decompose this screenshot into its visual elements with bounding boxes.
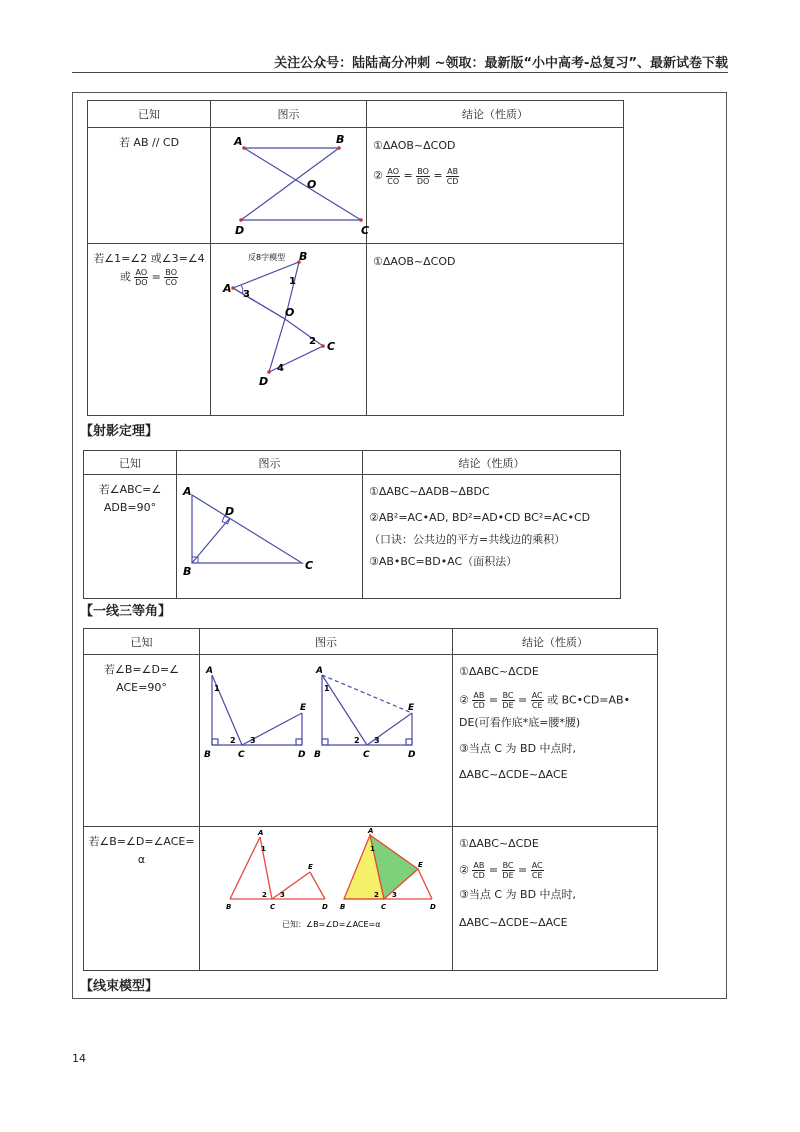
conclusion-3: ③AB•BC=BD•AC（面积法）	[369, 555, 518, 568]
figure-cell	[200, 655, 453, 827]
equal-angle-k-diagram	[200, 827, 452, 967]
fraction: $\frac{AO}{CO}$	[387, 166, 400, 186]
angle-1: 1	[261, 845, 266, 853]
conclusion-cell	[453, 827, 658, 971]
section-title-three-angles: 【一线三等角】	[80, 604, 172, 619]
conclusion-1: ①ΔABC~ΔADB~ΔBDC	[369, 485, 490, 498]
col-header-figure: 图示	[211, 101, 367, 128]
table-projection-theorem	[83, 450, 621, 599]
angle-3: 3	[250, 736, 256, 745]
reverse-figure-8-diagram	[211, 244, 366, 412]
conclusion-mnemonic: （口诀：公共边的平方=共线边的乘积）	[369, 533, 566, 546]
conclusion-cell	[367, 128, 624, 244]
table-similar-triangles	[87, 100, 624, 416]
label-b: B	[314, 750, 321, 760]
angle-1: 1	[370, 845, 375, 853]
known-text: 若∠1=∠2 或∠3=∠4	[93, 252, 205, 265]
label-c: C	[305, 559, 314, 572]
known-text: 若∠ABC=∠	[98, 483, 162, 496]
angle-3: 3	[280, 891, 285, 899]
label-d: D	[408, 750, 416, 760]
fraction: $\frac{AC}{CE}$	[531, 861, 543, 880]
figure-caption: 已知：∠B=∠D=∠ACE=α	[282, 920, 381, 929]
known-cell	[88, 244, 211, 416]
fraction: $\frac{AO}{DO}$	[135, 268, 148, 287]
fraction: $\frac{AB}{CD}$	[446, 166, 459, 186]
col-header-known: 已知	[88, 101, 211, 128]
conclusion-1: ①ΔAOB~ΔCOD	[373, 255, 456, 268]
label-a: A	[368, 827, 374, 835]
angle-1: 1	[289, 276, 296, 287]
right-angle-k-diagram	[200, 655, 452, 823]
label-a: A	[316, 666, 323, 676]
known-cell	[88, 128, 211, 244]
section-title-projection: 【射影定理】	[80, 424, 159, 439]
fraction: $\frac{BC}{DE}$	[502, 691, 514, 710]
label-o: O	[307, 178, 317, 191]
label-d: D	[225, 505, 235, 518]
label-e: E	[408, 703, 415, 713]
fraction: $\frac{AC}{CE}$	[531, 691, 543, 710]
label-b: B	[204, 750, 211, 760]
fraction: $\frac{AB}{CD}$	[472, 691, 485, 710]
conclusion-2-note: DE(可看作底*底=腰*腰)	[459, 716, 581, 729]
known-cell	[84, 475, 177, 599]
conclusion-3-result: ΔABC~ΔCDE~ΔACE	[459, 768, 568, 781]
angle-3: 3	[243, 289, 250, 300]
conclusion-3: ③当点 C 为 BD 中点时,	[459, 888, 577, 901]
label-c: C	[270, 903, 276, 911]
label-c: C	[381, 903, 387, 911]
known-text-2: 或 $\frac{AO}{DO}$ = $\frac{BO}{CO}$	[119, 268, 178, 287]
col-header-known: 已知	[84, 451, 177, 475]
conclusion-3: ③当点 C 为 BD 中点时,	[459, 742, 577, 755]
col-header-conclusion: 结论（性质）	[367, 101, 624, 128]
known-cell	[84, 827, 200, 971]
conclusion-2: ② $\frac{AB}{CD}$ = $\frac{BC}{DE}$ = $\frac{AC}{CE}$	[459, 861, 543, 880]
page-header: 关注公众号：陆陆高分冲刺 ~领取：最新版“小中高考-总复习”、最新试卷下载	[274, 56, 728, 71]
conclusion-1: ①ΔABC~ΔCDE	[459, 665, 539, 678]
fig-title: 反8字模型	[248, 253, 286, 262]
angle-2: 2	[230, 736, 236, 745]
label-c: C	[363, 750, 370, 760]
label-b: B	[226, 903, 232, 911]
conclusion-cell	[363, 475, 621, 599]
known-cell	[84, 655, 200, 827]
fraction: $\frac{BO}{CO}$	[165, 268, 178, 287]
conclusion-cell	[367, 244, 624, 416]
conclusion-2: ②AB²=AC•AD, BD²=AD•CD BC²=AC•CD	[369, 511, 591, 524]
figure-8-diagram	[211, 128, 370, 240]
known-text: 若∠B=∠D=∠ACE=	[88, 835, 195, 848]
angle-2: 2	[374, 891, 379, 899]
right-triangle-diagram	[177, 475, 362, 595]
col-header-conclusion: 结论（性质）	[363, 451, 621, 475]
label-d: D	[259, 375, 269, 388]
angle-1: 1	[324, 684, 330, 693]
label-e: E	[308, 863, 313, 871]
label-d: D	[430, 903, 436, 911]
label-a: A	[223, 282, 232, 295]
col-header-figure: 图示	[177, 451, 363, 475]
col-header-conclusion: 结论（性质）	[453, 629, 658, 655]
fraction: $\frac{BC}{DE}$	[502, 861, 514, 880]
conclusion-1: ①ΔABC~ΔCDE	[459, 837, 539, 850]
section-title-line-bundle: 【线束模型】	[80, 979, 159, 994]
label-c: C	[327, 340, 336, 353]
header-rule	[72, 72, 728, 73]
label-b: B	[299, 250, 308, 263]
fraction: $\frac{BO}{DO}$	[416, 166, 430, 186]
label-a: A	[183, 485, 192, 498]
angle-2: 2	[309, 336, 316, 347]
label-a: A	[234, 135, 243, 148]
label-d: D	[298, 750, 306, 760]
figure-cell	[177, 475, 363, 599]
known-text: 若 AB // CD	[118, 136, 180, 149]
angle-2: 2	[262, 891, 267, 899]
angle-3: 3	[374, 736, 380, 745]
figure-cell	[211, 128, 370, 244]
known-text-2: ADB=90°	[103, 501, 157, 514]
label-e: E	[300, 703, 307, 713]
known-text: 若∠B=∠D=∠	[103, 663, 180, 676]
conclusion-3-result: ΔABC~ΔCDE~ΔACE	[459, 916, 568, 929]
page-number: 14	[72, 1052, 86, 1065]
label-e: E	[418, 861, 423, 869]
angle-2: 2	[354, 736, 360, 745]
label-a: A	[258, 829, 264, 837]
angle-4: 4	[277, 363, 284, 374]
figure-cell	[200, 827, 453, 971]
label-c: C	[361, 224, 370, 237]
angle-3: 3	[392, 891, 397, 899]
label-o: O	[285, 306, 295, 319]
conclusion-2: ② $\frac{AB}{CD}$ = $\frac{BC}{DE}$ = $\frac{AC}{CE}$ 或 BC•CD=AB•	[459, 691, 631, 710]
table-one-line-three-angles	[83, 628, 658, 971]
label-c: C	[238, 750, 245, 760]
fraction: $\frac{AB}{CD}$	[472, 861, 485, 880]
conclusion-cell	[453, 655, 658, 827]
col-header-known: 已知	[84, 629, 200, 655]
label-b: B	[183, 565, 192, 578]
label-b: B	[340, 903, 346, 911]
label-b: B	[336, 133, 345, 146]
known-text-2: α	[137, 853, 146, 866]
label-d: D	[235, 224, 245, 237]
known-text-2: ACE=90°	[116, 681, 167, 694]
conclusion-2: ② $\frac{AO}{CO}$ = $\frac{BO}{DO}$ = $\frac{AB}{CD}$	[373, 166, 459, 186]
figure-cell	[211, 244, 367, 416]
label-a: A	[206, 666, 213, 676]
angle-1: 1	[214, 684, 220, 693]
label-d: D	[322, 903, 328, 911]
conclusion-1: ①ΔAOB~ΔCOD	[373, 139, 456, 152]
col-header-figure: 图示	[200, 629, 453, 655]
